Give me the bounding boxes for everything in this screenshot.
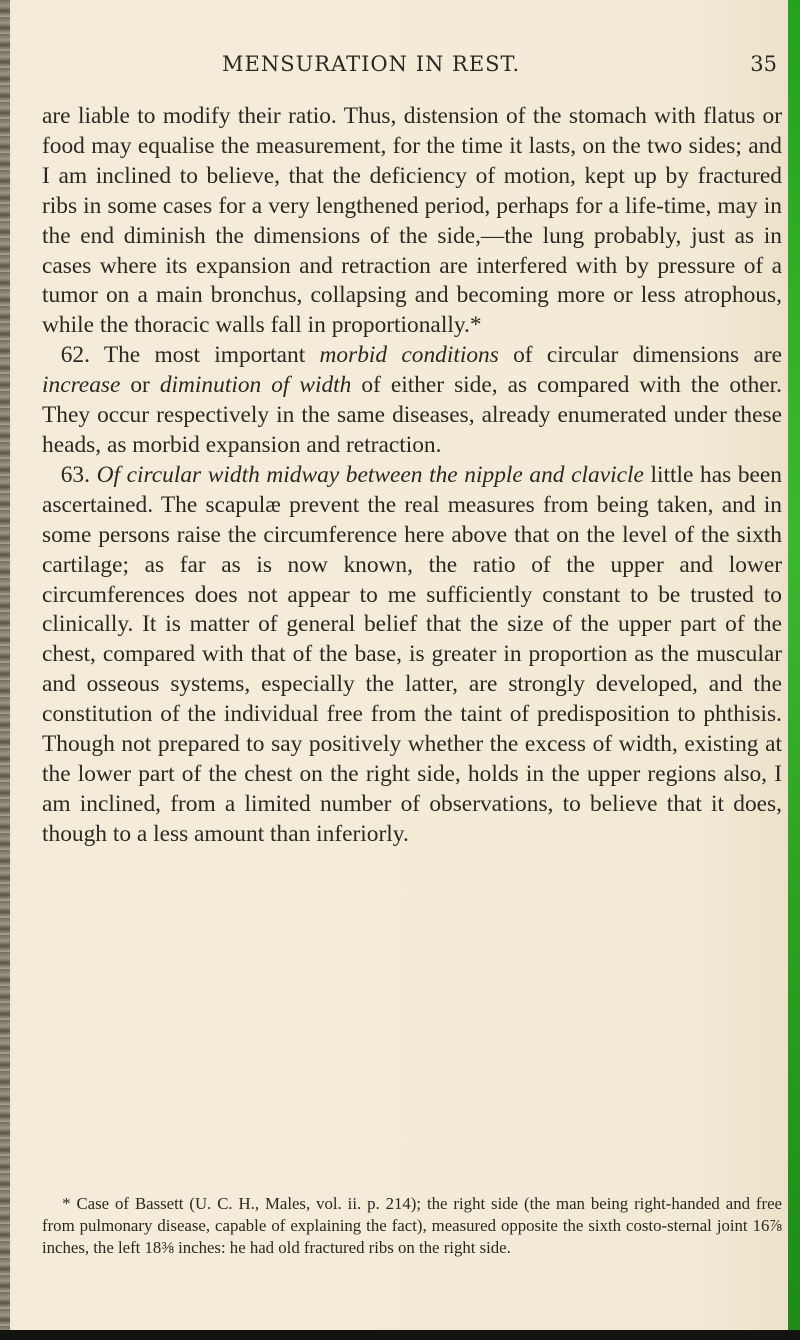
body-text	[42, 102, 782, 850]
paragraph-63-text-1: 63.	[60, 461, 97, 488]
paragraph-62-italic-2: increase	[42, 372, 121, 399]
page-number: 35	[750, 52, 777, 76]
paragraph-62-text-3: or	[120, 372, 160, 399]
paragraph-62	[42, 341, 782, 461]
page-header	[42, 46, 787, 86]
paragraph-1-text: are liable to modify their ratio. Thus, distension of the stomach with flatus or food may equalise the measurement, for the time it lasts, on the two sides; and I am inclined to believe, that the deficiency of motion, kept up by fractured ribs in some cases for a very lengthened period, perhaps for a life-time, may in the end diminish the dimensions of the side,—the lung probably, just as in cases where its expansion and retraction are interfered with by pressure of a tumor on a main bronchus, collapsing and becoming more or less atrophous, while the thoracic walls fall in proportionally.*	[42, 103, 782, 339]
paragraph-62-italic-1: morbid conditions	[319, 342, 499, 369]
paragraph-63	[42, 461, 782, 850]
running-head: MENSURATION IN REST.	[222, 52, 521, 76]
page-left-edge	[0, 0, 10, 1340]
paragraph-62-text-4: of either side, as compared with the other. They occur respectively in the same diseases, already enumerated under these heads, as morbid expansion and retraction.	[42, 372, 783, 458]
paragraph-1	[42, 102, 782, 341]
paragraph-62-text-1: 62. The most important	[60, 342, 320, 369]
paragraph-62-italic-3: diminution of width	[159, 372, 352, 399]
paragraph-62-text-2: of circular dimensions are	[498, 342, 782, 369]
footnote	[42, 1193, 782, 1259]
paragraph-63-italic-1: Of circular width midway between the nipple and clavicle	[96, 461, 644, 488]
page-bottom-edge	[0, 1330, 800, 1340]
page-right-edge-band	[788, 0, 800, 1340]
paragraph-63-text-2: little has been ascertained. The scapulæ prevent the real measures from being taken, and in some persons raise the circumference here above that on the level of the sixth cartilage; as far as is now known, the ratio of the upper and lower circumferences does not appear to me sufficiently constant to be trusted to clinically. It is matter of general belief that the size of the upper part of the chest, compared with that of the base, is greater in proportion as the muscular and osseous systems, especially the latter, are strongly developed, and the constitution of the individual free from the taint of predisposition to phthisis. Though not prepared to say positively whether the excess of width, existing at the lower part of the chest on the right side, holds in the upper regions also, I am inclined, from a limited number of observations, to believe that it does, though to a less amount than inferiorly.	[42, 461, 782, 847]
footnote-text: * Case of Bassett (U. C. H., Males, vol. ii. p. 214); the right side (the man being right-handed and free from pulmonary disease, capable of explaining the fact), measured opposite the sixth costo-sternal joint 16⅞ inches, the left 18⅜ inches: he had old fractured ribs on the right side.	[42, 1194, 782, 1257]
